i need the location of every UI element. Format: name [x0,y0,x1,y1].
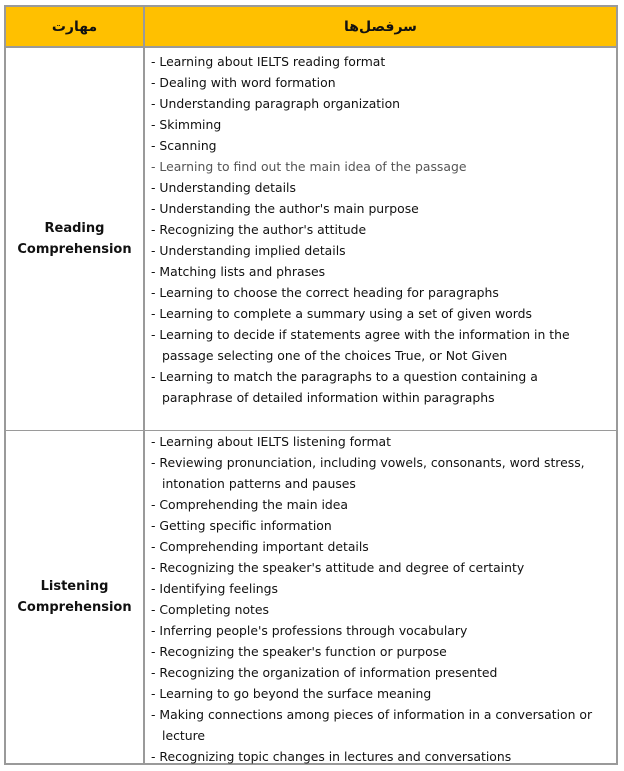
skill-cell-reading [6,48,145,431]
topic-item: - Recognizing the speaker's function or purpose [151,644,447,659]
topic-item: - Reviewing pronunciation, including vowels, consonants, word stress, intonation patterns and pauses [151,455,585,491]
topic-item: - Skimming [151,117,222,132]
topic-item: - Completing notes [151,602,269,617]
topic-item: - Comprehending the main idea [151,497,349,512]
topic-list-listening [145,431,616,763]
topic-item: - Recognizing the organization of information presented [151,665,498,680]
topic-item: - Learning to complete a summary using a set of given words [151,306,532,321]
skill-cell-listening [6,431,145,763]
topic-item: - Understanding the author's main purpose [151,201,419,216]
skill-name-line: Comprehension [17,242,132,257]
topic-item: - Making connections among pieces of information in a conversation or lecture [151,707,593,743]
topic-item: - Recognizing topic changes in lectures and conversations [151,749,512,764]
topic-item: - Learning to match the paragraphs to a question containing a paraphrase of detailed information within paragraphs [151,369,538,405]
topic-item: - Comprehending important details [151,539,369,554]
topic-item: - Understanding details [151,180,296,195]
header-skill: مهارت [6,7,145,48]
topic-item: - Inferring people's professions through vocabulary [151,623,468,638]
topic-item: - Learning to decide if statements agree with the information in the passage selecting one of the choices True, or Not Given [151,327,570,363]
skill-name-line: Reading [44,221,105,236]
topic-item: - Getting specific information [151,518,332,533]
topic-item: - Learning to choose the correct heading for paragraphs [151,285,499,300]
topic-item: - Learning to find out the main idea of the passage [151,159,467,174]
syllabus-table [4,5,618,765]
skill-name-line: Listening [40,579,109,594]
topic-item: - Identifying feelings [151,581,278,596]
topic-item: - Learning about IELTS reading format [151,54,386,69]
topic-item: - Matching lists and phrases [151,264,326,279]
topic-item: - Dealing with word formation [151,75,336,90]
topic-item: - Recognizing the author's attitude [151,222,367,237]
topic-item: - Learning to go beyond the surface meaning [151,686,432,701]
skill-name-line: Comprehension [17,600,132,615]
topic-item: - Understanding paragraph organization [151,96,401,111]
topic-item: - Scanning [151,138,217,153]
topic-item: - Learning about IELTS listening format [151,434,391,449]
topic-item: - Understanding implied details [151,243,346,258]
topic-item: - Recognizing the speaker's attitude and degree of certainty [151,560,525,575]
header-topics: سرفصل‌ها [145,7,616,48]
topic-list-reading [145,49,616,431]
